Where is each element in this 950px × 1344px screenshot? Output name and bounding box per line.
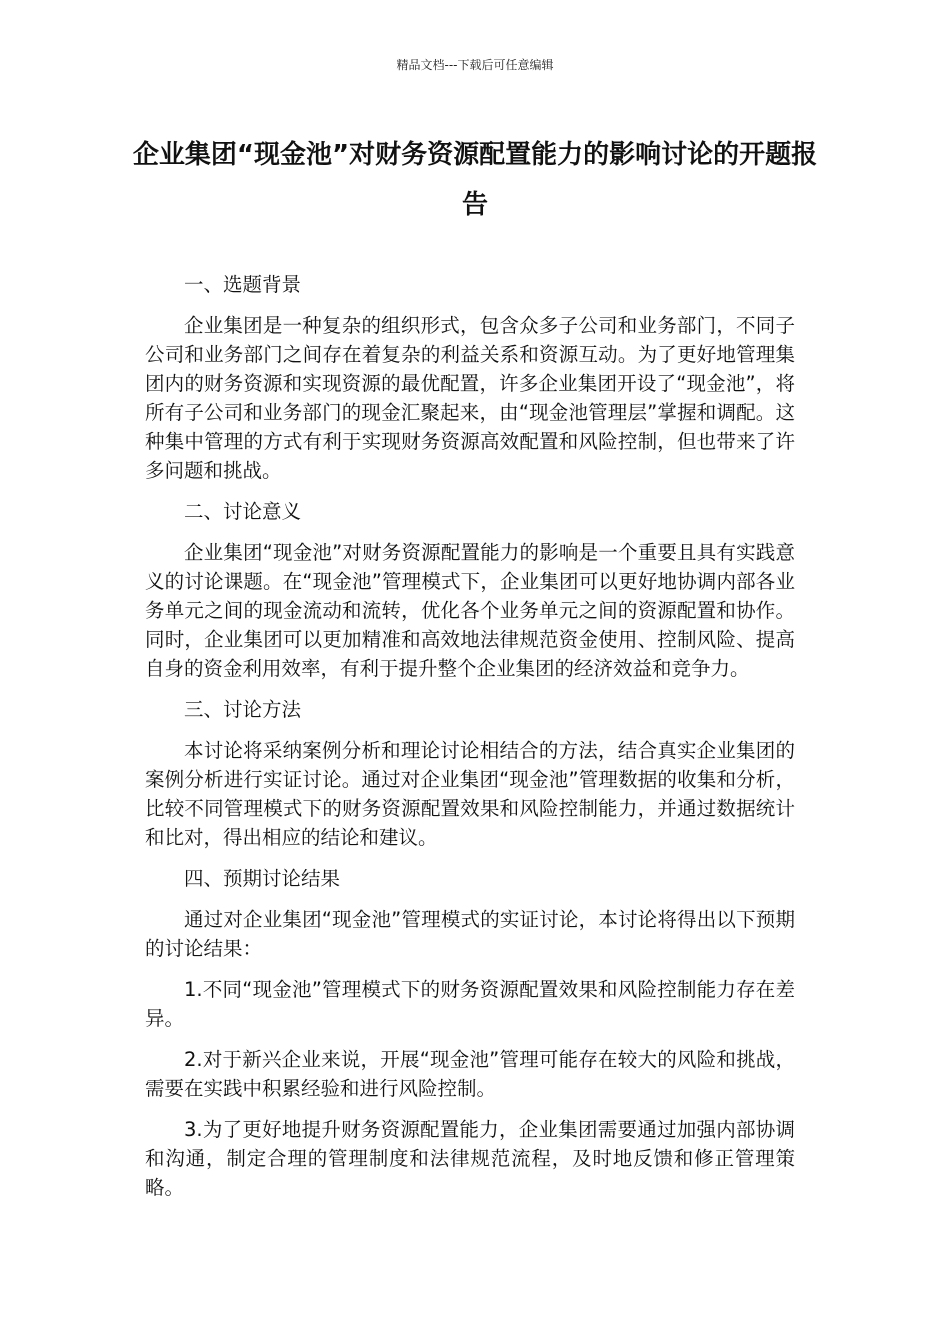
expected-result-item-2: 2.对于新兴企业来说，开展“现金池”管理可能存在较大的风险和挑战，需要在实践中积累经验和进行风险控制。 [145,1048,795,1100]
header-note: 精品文档---下载后可任意编辑 [396,58,554,72]
section-heading-method: 三、讨论方法 [184,698,302,721]
paragraph-expected-intro: 通过对企业集团“现金池”管理模式的实证讨论，本讨论将得出以下预期的讨论结果： [145,908,795,960]
document-body [145,270,795,1214]
expected-result-item-3: 3.为了更好地提升财务资源配置能力，企业集团需要通过加强内部协调和沟通，制定合理的管理制度和法律规范流程，及时地反馈和修正管理策略。 [145,1118,795,1199]
document-title: 企业集团“现金池”对财务资源配置能力的影响讨论的开题报告 [132,140,818,220]
section-heading-background: 一、选题背景 [184,273,302,296]
section-heading-significance: 二、讨论意义 [184,500,302,523]
paragraph-significance: 企业集团“现金池”对财务资源配置能力的影响是一个重要且具有实践意义的讨论课题。在“现金池”管理模式下，企业集团可以更好地协调内部各业务单元之间的现金流动和流转，优化各个业务单元之间的资源配置和协作。同时，企业集团可以更加精准和高效地法律规范资金使用、控制风险、提高自身的资金利用效率，有利于提升整个企业集团的经济效益和竞争力。 [145,541,795,680]
expected-result-item-1: 1.不同“现金池”管理模式下的财务资源配置效果和风险控制能力存在差异。 [145,978,795,1030]
paragraph-background: 企业集团是一种复杂的组织形式，包含众多子公司和业务部门，不同子公司和业务部门之间存在着复杂的利益关系和资源互动。为了更好地管理集团内的财务资源和实现资源的最优配置，许多企业集团开设了“现金池”，将所有子公司和业务部门的现金汇聚起来，由“现金池管理层”掌握和调配。这种集中管理的方式有利于实现财务资源高效配置和风险控制，但也带来了许多问题和挑战。 [145,314,795,482]
section-heading-expected-results: 四、预期讨论结果 [184,867,341,890]
paragraph-method: 本讨论将采纳案例分析和理论讨论相结合的方法，结合真实企业集团的案例分析进行实证讨论。通过对企业集团“现金池”管理数据的收集和分析，比较不同管理模式下的财务资源配置效果和风险控制能力，并通过数据统计和比对，得出相应的结论和建议。 [145,739,795,849]
